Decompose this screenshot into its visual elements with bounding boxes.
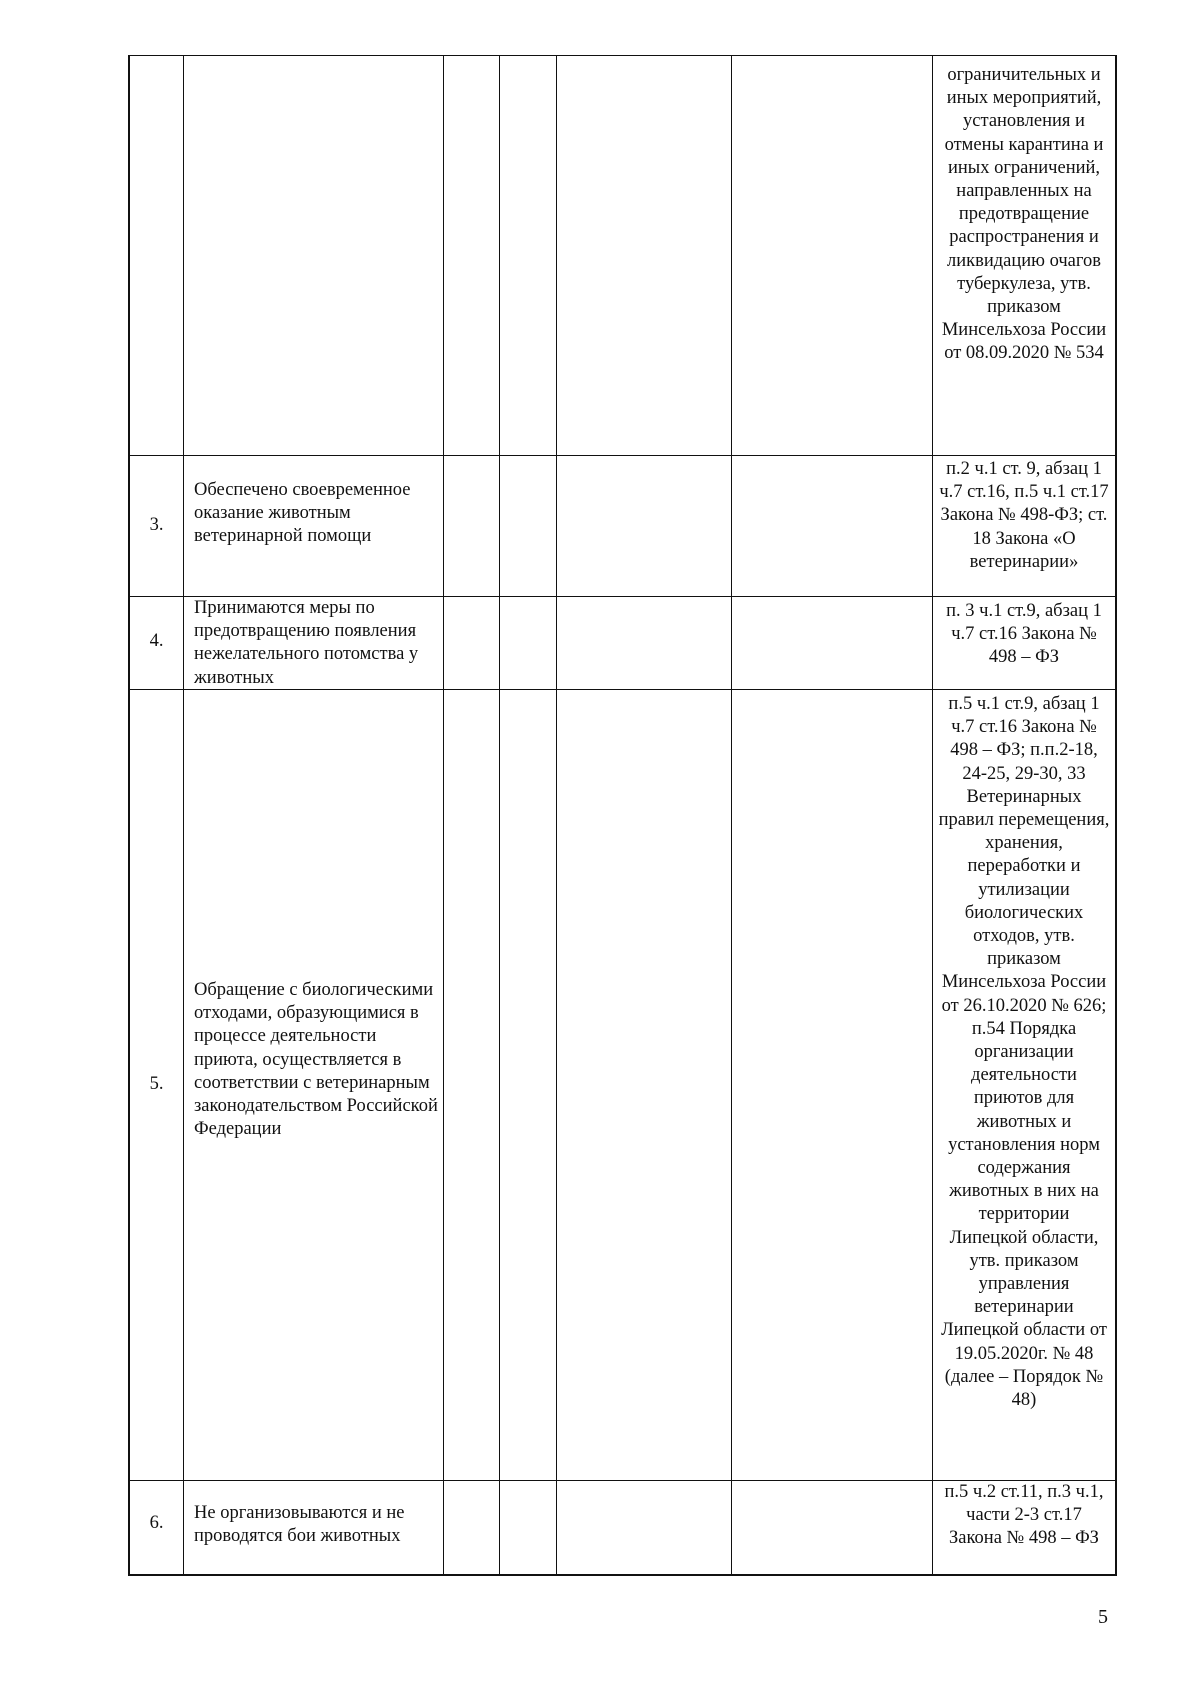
column-divider: [932, 55, 933, 1575]
table-row-number: 5.: [149, 1074, 164, 1094]
column-divider: [556, 55, 557, 1575]
column-divider: [731, 55, 732, 1575]
table-row-legal-basis: п.5 ч.2 ст.11, п.3 ч.1, части 2-3 ст.17 Закона № 498 – ФЗ: [944, 1482, 1104, 1549]
table-row-number: 3.: [149, 515, 164, 535]
table-row-legal-basis: п.5 ч.1 ст.9, абзац 1 ч.7 ст.16 Закона № 498 – ФЗ; п.п.2-18, 24-25, 29-30, 33 Ветеринарных правил перемещения, хранения, переработки и утилизации биологических отходов, утв. приказом Минсельхоза России от 26.10.2020 № 626; п.54 Порядка организации деятельности приютов для животных и установления норм содержания животных в них на территории Липецкой области, утв. приказом управления ветеринарии Липецкой области от 19.05.2020г. № 48 (далее – Порядок № 48): [938, 694, 1110, 1411]
page-number: 5: [1098, 1606, 1108, 1628]
column-divider: [443, 55, 444, 1575]
column-divider: [499, 55, 500, 1575]
table-row-requirement: Принимаются меры по предотвращению появления нежелательного потомства у животных: [194, 598, 419, 688]
table-border-left: [128, 55, 130, 1575]
table-row-number: 4.: [149, 631, 164, 651]
column-divider: [183, 55, 184, 1575]
row-divider: [128, 455, 1117, 456]
table-border-bottom: [128, 1574, 1117, 1576]
table-row-legal-basis: ограничительных и иных мероприятий, установления и отмены карантина и иных ограничений, направленных на предотвращение распространения и ликвидацию очагов туберкулеза, утв. приказом Минсельхоза России от 08.09.2020 № 534: [941, 65, 1107, 364]
table-row-requirement: Обеспечено своевременное оказание животным ветеринарной помощи: [194, 480, 411, 547]
table-border-right: [1115, 55, 1117, 1575]
table-row-requirement: Обращение с биологическими отходами, образующимися в процессе деятельности приюта, осуществляется в соответствии с ветеринарным законодательством Российской Федерации: [194, 980, 438, 1140]
table-row-legal-basis: п.2 ч.1 ст. 9, абзац 1 ч.7 ст.16, п.5 ч.1 ст.17 Закона № 498-ФЗ; ст. 18 Закона «О ветеринарии»: [939, 459, 1109, 572]
table-row-legal-basis: п. 3 ч.1 ст.9, абзац 1 ч.7 ст.16 Закона № 498 – ФЗ: [946, 601, 1102, 668]
table-border-top: [128, 55, 1117, 56]
table-row-number: 6.: [149, 1513, 164, 1533]
table-row-requirement: Не организовываются и не проводятся бои животных: [194, 1503, 405, 1547]
